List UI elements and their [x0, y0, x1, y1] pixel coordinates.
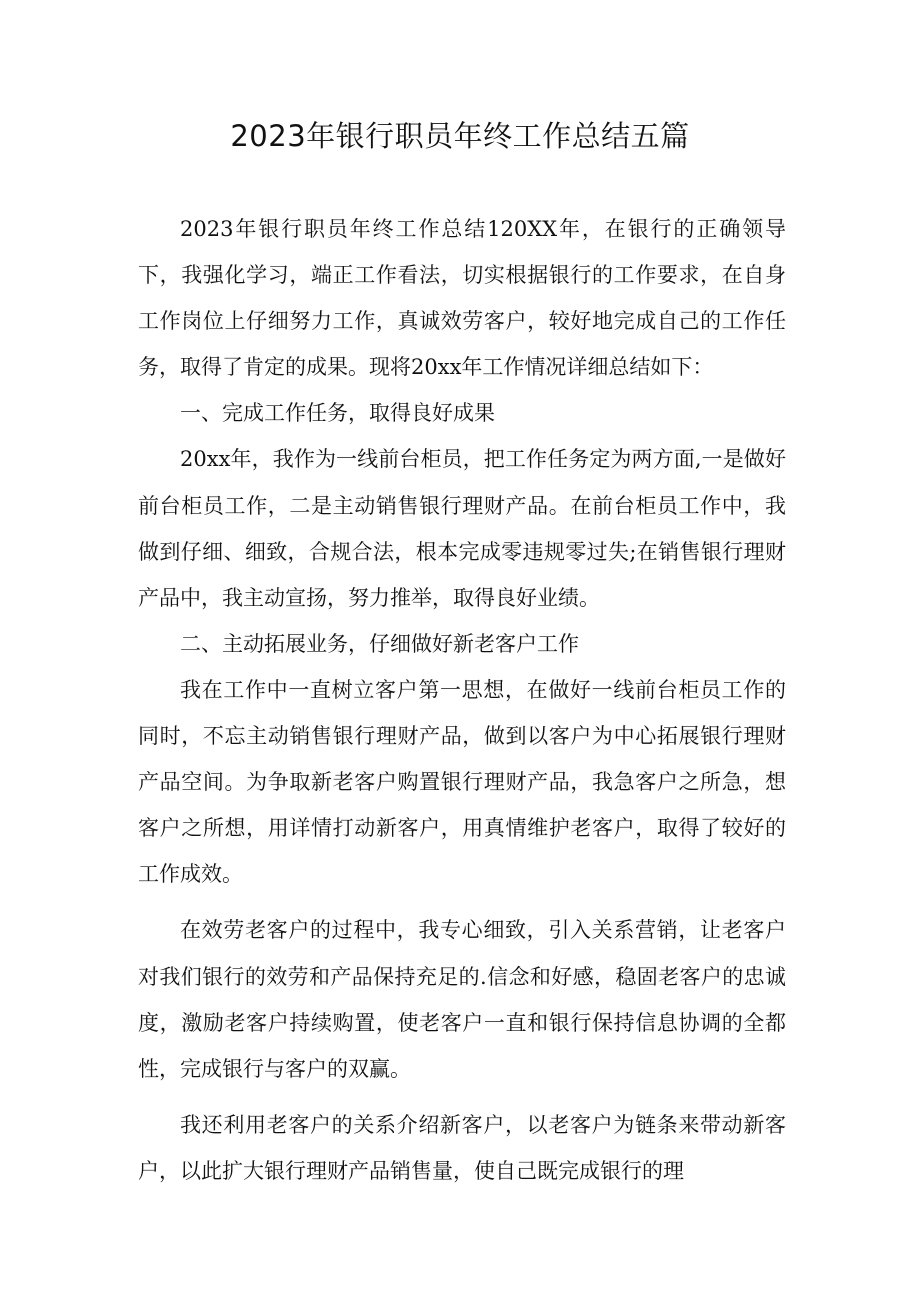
section-heading-2: 二、主动拓展业务，仔细做好新老客户工作	[180, 631, 579, 656]
paragraph-new-customers: 我还利用老客户的关系介绍新客户，以老客户为链条来带动新客户，以此扩大银行理财产品销售量，使自己既完成银行的理	[138, 1112, 786, 1183]
document-body	[138, 206, 786, 1194]
document-title: 2023年银行职员年终工作总结五篇	[230, 119, 690, 153]
paragraph-section-2: 我在工作中一直树立客户第一思想，在做好一线前台柜员工作的同时，不忘主动销售银行理财产品，做到以客户为中心拓展银行理财产品空间。为争取新老客户购置银行理财产品，我急客户之所急，想客户之所想，用详情打动新客户，用真情维护老客户，取得了较好的工作成效。	[138, 677, 786, 887]
paragraph-section-1: 20xx年，我作为一线前台柜员，把工作任务定为两方面,一是做好前台柜员工作，二是主动销售银行理财产品。在前台柜员工作中，我做到仔细、细致，合规合法，根本完成零违规零过失;在销售银行理财产品中，我主动宣扬，努力推举，取得良好业绩。	[138, 447, 786, 610]
section-heading-1: 一、完成工作任务，取得良好成果	[180, 401, 495, 426]
paragraph-intro: 2023年银行职员年终工作总结120XX年，在银行的正确领导下，我强化学习，端正工作看法，切实根据银行的工作要求，在自身工作岗位上仔细努力工作，真诚效劳客户，较好地完成自己的工作任务，取得了肯定的成果。现将20xx年工作情况详细总结如下：	[138, 217, 786, 380]
paragraph-old-customers: 在效劳老客户的过程中，我专心细致，引入关系营销，让老客户对我们银行的效劳和产品保持充足的.信念和好感，稳固老客户的忠诚度，激励老客户持续购置，使老客户一直和银行保持信息协调的全都性，完成银行与客户的双赢。	[138, 918, 786, 1081]
